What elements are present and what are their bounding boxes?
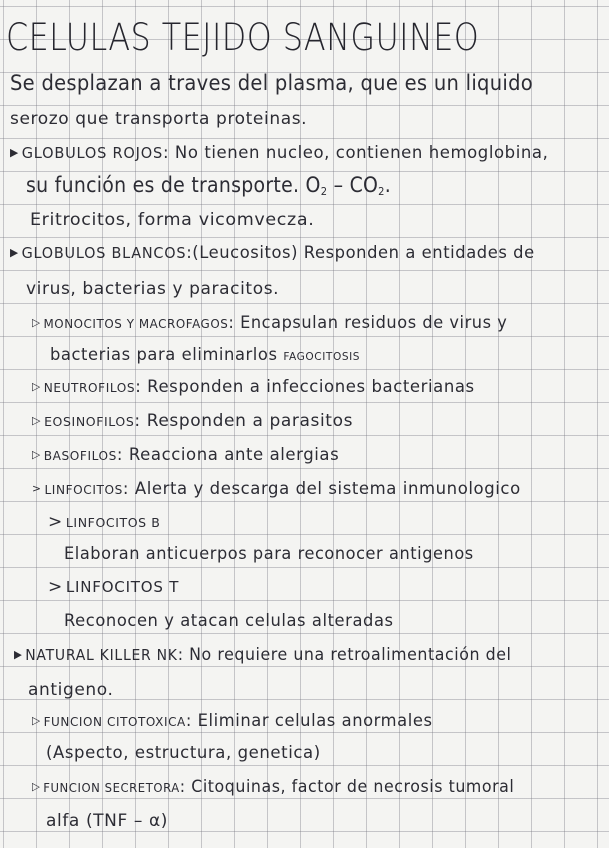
filled-triangle-icon: ▶ xyxy=(10,246,19,259)
globulos-rojos-heading: GLOBULOS ROJOS xyxy=(21,144,163,162)
monocitos-text-2: bacterias para eliminarlos xyxy=(50,345,278,365)
chevron-right-icon: > xyxy=(48,577,63,597)
funcion-secretora-line-1 xyxy=(32,776,514,799)
basofilos-text: : Reacciona ante alergias xyxy=(116,445,340,465)
eosinofilos-heading: EOSINOFILOS xyxy=(44,414,135,429)
open-triangle-icon: ▷ xyxy=(32,316,41,329)
funcion-citotoxica-line-2: (Aspecto, estructura, genetica) xyxy=(46,743,321,763)
monocitos-text-1: : Encapsulan residuos de virus y xyxy=(228,313,508,333)
filled-triangle-icon: ▶ xyxy=(10,146,19,159)
linfocitos-b-line xyxy=(48,511,160,534)
globulos-rojos-text-2-mid: – CO xyxy=(327,173,379,197)
filled-triangle-icon: ▶ xyxy=(14,648,23,661)
funcion-citotoxica-heading: FUNCION CITOTOXICA xyxy=(43,714,186,729)
natural-killer-text-1: : No requiere una retroalimentación del xyxy=(177,645,512,665)
neutrofilos-heading: NEUTROFILOS xyxy=(43,380,136,395)
linfocitos-b-label: LINFOCITOS B xyxy=(65,515,161,530)
funcion-secretora-text-1: : Citoquinas, factor de necrosis tumoral xyxy=(179,777,515,797)
monocitos-line-2 xyxy=(50,344,360,368)
open-triangle-icon: ▷ xyxy=(32,448,41,461)
linfocitos-text: : Alerta y descarga del sistema inmunologico xyxy=(122,479,521,499)
neutrofilos-text: : Responden a infecciones bacterianas xyxy=(135,377,475,397)
natural-killer-heading: NATURAL KILLER NK xyxy=(25,646,178,664)
linfocitos-t-line xyxy=(48,576,179,598)
globulos-rojos-text-2-end: . xyxy=(384,173,392,197)
basofilos-line xyxy=(32,444,339,467)
co2-subscript: 2 xyxy=(378,185,385,198)
linfocitos-t-text: Reconocen y atacan celulas alteradas xyxy=(64,611,394,631)
funcion-citotoxica-line-1 xyxy=(32,710,433,733)
intro-line-1: Se desplazan a traves del plasma, que es un liquido xyxy=(10,71,534,95)
chevron-right-icon: > xyxy=(48,512,63,532)
open-triangle-icon: ▷ xyxy=(32,780,41,793)
globulos-blancos-text-1: :(Leucositos) Responden a entidades de xyxy=(186,243,535,263)
page-title: CELULAS TEJIDO SANGUINEO xyxy=(6,16,480,59)
globulos-rojos-line-3: Eritrocitos, forma vicomvecza. xyxy=(30,210,315,230)
funcion-secretora-line-2: alfa (TNF – α) xyxy=(46,811,169,831)
eosinofilos-text: : Responden a parasitos xyxy=(134,411,354,431)
linfocitos-t-label: LINFOCITOS T xyxy=(65,578,180,596)
neutrofilos-line xyxy=(32,376,475,399)
globulos-blancos-line-2: virus, bacterias y paracitos. xyxy=(26,279,280,299)
globulos-rojos-line-1 xyxy=(10,142,548,164)
basofilos-heading: BASOFILOS xyxy=(43,448,117,463)
eosinofilos-line xyxy=(32,410,353,433)
funcion-secretora-heading: FUNCION SECRETORA xyxy=(43,780,180,795)
open-triangle-icon: ▷ xyxy=(32,414,42,427)
linfocitos-heading: LINFOCITOS xyxy=(44,482,123,497)
monocitos-line-1 xyxy=(32,312,507,335)
chevron-right-icon: > xyxy=(32,482,42,495)
intro-line-2: serozo que transporta proteinas. xyxy=(10,109,308,129)
natural-killer-line-2: antigeno. xyxy=(28,680,114,700)
o2-subscript: 2 xyxy=(320,185,328,198)
globulos-rojos-line-2 xyxy=(26,174,391,203)
funcion-citotoxica-text-1: : Eliminar celulas anormales xyxy=(185,711,433,731)
open-triangle-icon: ▷ xyxy=(32,380,41,393)
globulos-blancos-line-1 xyxy=(10,242,535,264)
linfocitos-line xyxy=(32,478,521,501)
globulos-rojos-text-2: su función es de transporte. O xyxy=(26,173,321,197)
fagocitosis-tag: FAGOCITOSIS xyxy=(283,350,361,363)
globulos-blancos-heading: GLOBULOS BLANCOS xyxy=(21,244,187,262)
linfocitos-b-text: Elaboran anticuerpos para reconocer antigenos xyxy=(64,544,474,564)
open-triangle-icon: ▷ xyxy=(32,714,41,727)
monocitos-heading: MONOCITOS Y MACROFAGOS xyxy=(43,316,229,331)
natural-killer-line-1 xyxy=(14,644,511,666)
globulos-rojos-text-1: : No tienen nucleo, contienen hemoglobina, xyxy=(162,143,549,163)
